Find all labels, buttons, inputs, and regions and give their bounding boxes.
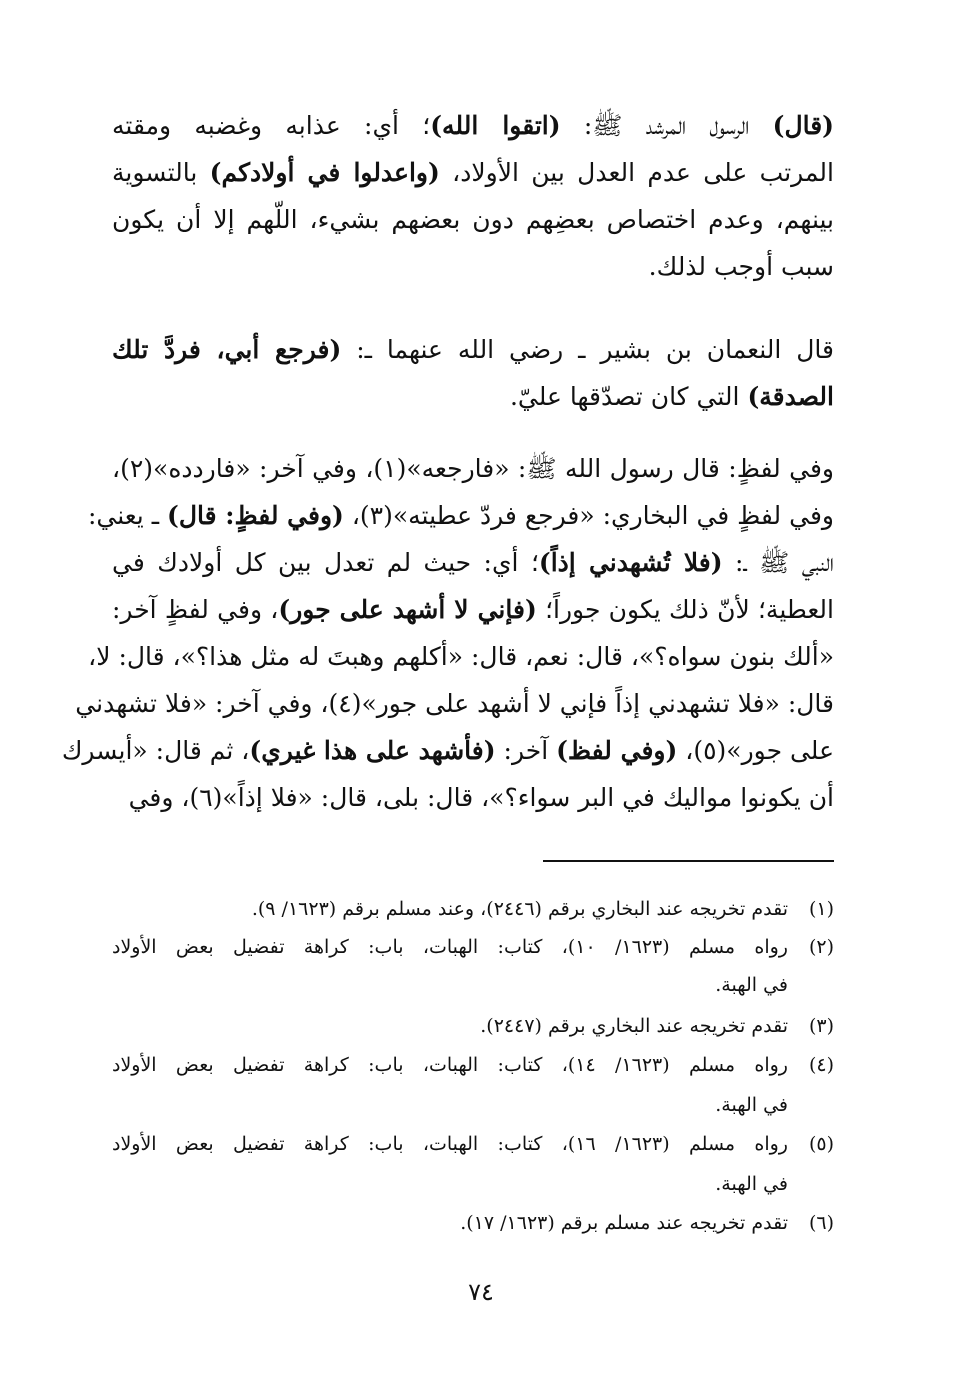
text-run: ـ يعني: [87,501,167,530]
bold-text: (وفي لفظ) [556,736,678,765]
text-run: النبي ﷺ ـ: [722,548,834,577]
footnote-number: (٥) [808,1133,834,1155]
text-run: بينهم، وعدم اختصاص بعضِهم دون بعضهم بشيء، اللّهم إلا أن يكون [112,205,834,234]
text-line [61,736,834,767]
footnote-number: (٤) [808,1054,834,1076]
text-line [112,159,834,189]
footnote [112,1054,834,1084]
footnote-text: في الهبة. [715,1094,788,1116]
footnote-text: تقدم تخريجه عند البخاري برقم (٢٤٤٧). [480,1015,788,1037]
text-line [112,112,834,142]
text-run: على جور»(٥)، [677,736,834,765]
bold-text: (وفي لفظٍ: قال) [166,501,344,530]
footnote [112,1015,834,1045]
text-run: أن يكونوا مواليك في البر سواء؟»، قال: بلى، قال: «فلا إذاً»(٦)، وفي [128,783,834,812]
text-line [87,501,834,532]
text-run: بالتسوية [112,158,210,187]
footnote [112,936,834,966]
footnote [112,1212,834,1242]
footnote-number: (١) [808,898,834,920]
text-run: العطية؛ لأنّ ذلك يكون جوراً؛ [536,595,834,624]
footnote-text: تقدم تخريجه عند مسلم برقم (١٦٢٣/ ١٧). [460,1212,788,1234]
text-run: ؛ أي: حيث لم تعدل بين كل أولادك في [112,548,539,577]
text-line [112,549,834,579]
text-run: المرتب على عدم العدل بين الأولاد، [439,158,834,187]
bold-text: (واعدلوا في أولادكم) [209,158,440,187]
footnote-text: تقدم تخريجه عند البخاري برقم (٢٤٤٦)، وعند مسلم برقم (١٦٢٣/ ٩). [251,898,788,920]
text-run: وفي لفظٍ: قال رسول الله ﷺ: «فارجعه»(١)، وفي آخر: «فاردده»(٢)، [112,454,834,483]
text-line [112,383,834,413]
text-run: التي كان تصدّقها عليّ. [509,382,748,411]
text-run: «ألك بنون سواه؟»، قال: نعم، قال: «أكلهم وهبتَ له مثل هذا؟»، قال: لا، [88,642,834,671]
footnote [112,974,834,1004]
text-run: وفي لفظٍ في البخاري: «فرجع فردّ عطيته»(٣)، [343,501,834,530]
footnote [112,898,834,928]
footnote-number: (٣) [808,1015,834,1037]
text-run: قال: «فلا تشهدني إذاً فإني لا أشهد على جور»(٤)، وفي آخر: «فلا تشهدني [75,689,834,718]
text-line [112,206,834,236]
bold-text: (فرجع أبي، فردَّ تلك [112,335,342,364]
text-line [112,596,834,626]
text-run: الرسول المرشد ﷺ: [560,111,773,140]
footnote-number: (٦) [808,1212,834,1234]
bold-text: (فإني لا أشهد على جور) [278,595,537,624]
bold-text: الصدقة) [747,382,834,411]
footnote-text: في الهبة. [715,1173,788,1195]
text-line [112,784,834,814]
footnote-text: رواه مسلم (١٦٢٣/ ١٦)، كتاب: الهبات، باب: كراهة تفضيل بعض الأولاد [112,1133,788,1155]
footnote-separator [543,860,834,862]
text-run: ، وفي لفظٍ آخر: [112,595,279,624]
bold-text: (فلا تُشهدني إذاً) [538,548,723,577]
text-line [88,642,834,673]
bold-text: (فأشهد على هذا غيري) [249,736,496,765]
text-line [75,689,834,720]
footnote-text: رواه مسلم (١٦٢٣/ ١٤)، كتاب: الهبات، باب: كراهة تفضيل بعض الأولاد [112,1054,788,1076]
text-run: قال النعمان بن بشير ـ رضي الله عنهما ـ: [341,335,834,364]
text-line [112,455,834,485]
text-run: ، ثم قال: «أيسرك [61,736,250,765]
text-run: آخر: [495,736,557,765]
bold-text: (قال) [772,111,835,140]
bold-text: (اتقوا الله) [430,111,561,140]
footnote-text: في الهبة. [715,974,788,996]
footnote [112,1094,834,1124]
text-run: ؛ أي: عذابه وغضبه ومقته [112,111,431,140]
footnote [112,1133,834,1163]
page-number: ٧٤ [468,1278,494,1306]
footnote [112,1173,834,1203]
text-run: سبب أوجب لذلك. [648,252,834,281]
footnote-number: (٢) [808,936,834,958]
text-line [112,336,834,366]
text-line [112,253,834,283]
footnote-text: رواه مسلم (١٦٢٣/ ١٠)، كتاب: الهبات، باب: كراهة تفضيل بعض الأولاد [112,936,788,958]
